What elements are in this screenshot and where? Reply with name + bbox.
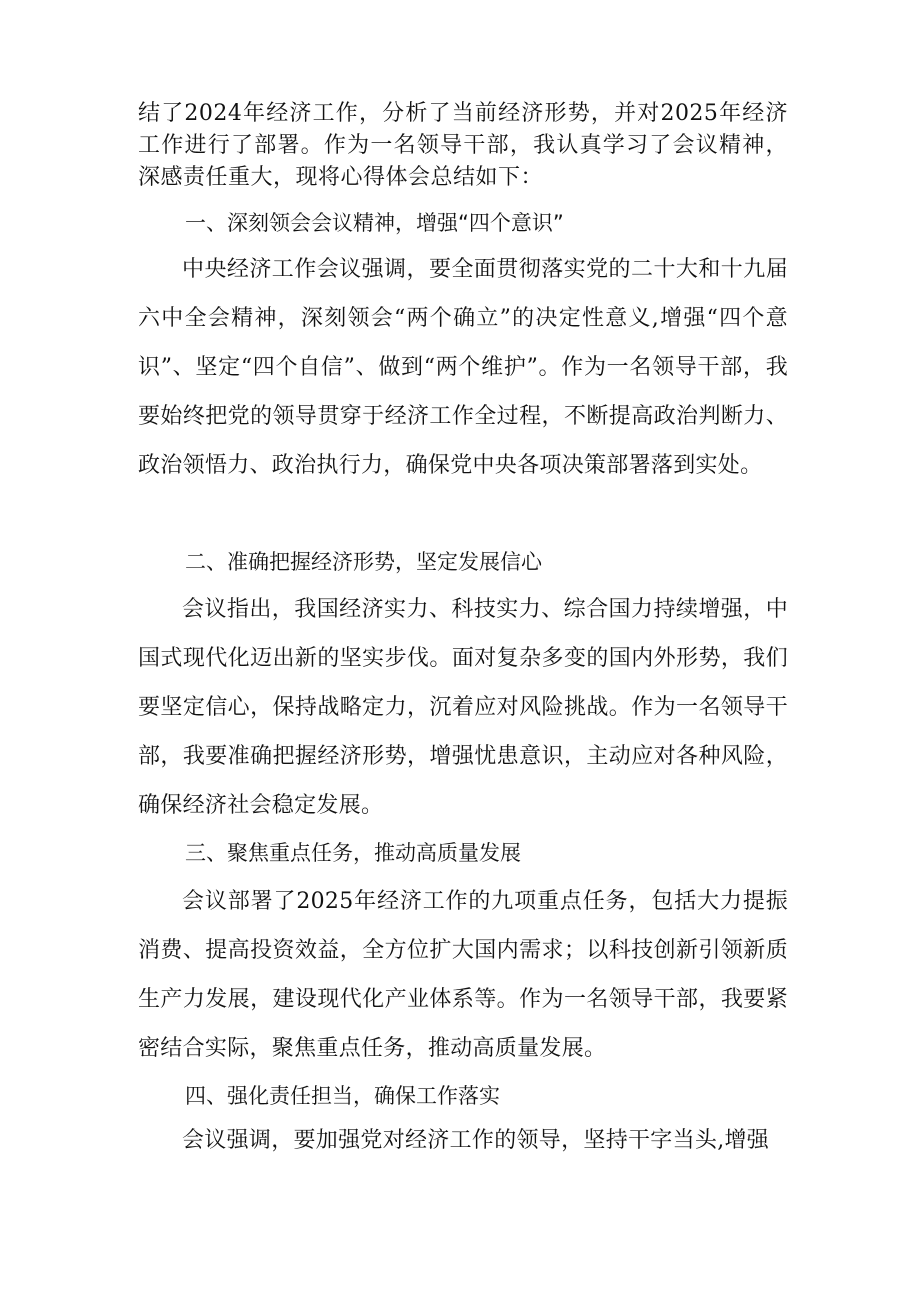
intro-text: 结了2024年经济工作，分析了当前经济形势，并对2025年经济工作进行了部署。作为一名领导干部，我认真学习了会议精神，深感责任重大，现将心得体会总结如下：	[138, 101, 788, 190]
section-body-text-2: 会议指出，我国经济实力、科技实力、综合国力持续增强，中国式现代化迈出新的坚实步伐。面对复杂多变的国内外形势，我们要坚定信心，保持战略定力，沉着应对风险挑战。作为一名领导干部，我要准确把握经济形势，增强忧患意识，主动应对各种风险，确保经济社会稳定发展。	[138, 597, 788, 818]
section-body-3	[138, 877, 788, 1073]
section-body-2	[138, 585, 788, 830]
section-body-text-1: 中央经济工作会议强调，要全面贯彻落实党的二十大和十九届六中全会精神，深刻领会“两个确立”的决定性意义,增强“四个意识”、坚定“四个自信”、做到“两个维护”。作为一名领导干部，我要始终把党的领导贯穿于经济工作全过程，不断提高政治判断力、政治领悟力、政治执行力，确保党中央各项决策部署落到实处。	[138, 257, 788, 478]
intro-paragraph	[138, 98, 788, 194]
section-heading-1: 一、深刻领会会议精神，增强“四个意识”	[185, 211, 564, 235]
section-body-1	[138, 245, 788, 490]
section-body-text-3: 会议部署了2025年经济工作的九项重点任务，包括大力提振消费、提高投资效益，全方位扩大国内需求；以科技创新引领新质生产力发展，建设现代化产业体系等。作为一名领导干部，我要紧密结合实际，聚焦重点任务，推动高质量发展。	[138, 889, 788, 1061]
section-heading-4: 四、强化责任担当，确保工作落实	[185, 1084, 500, 1108]
section-heading-2: 二、准确把握经济形势，坚定发展信心	[185, 550, 542, 574]
section-body-text-4: 会议强调，要加强党对经济工作的领导，坚持干字当头,增强	[182, 1128, 770, 1153]
section-body-4	[138, 1116, 788, 1165]
section-heading-3: 三、聚焦重点任务，推动高质量发展	[185, 841, 521, 865]
